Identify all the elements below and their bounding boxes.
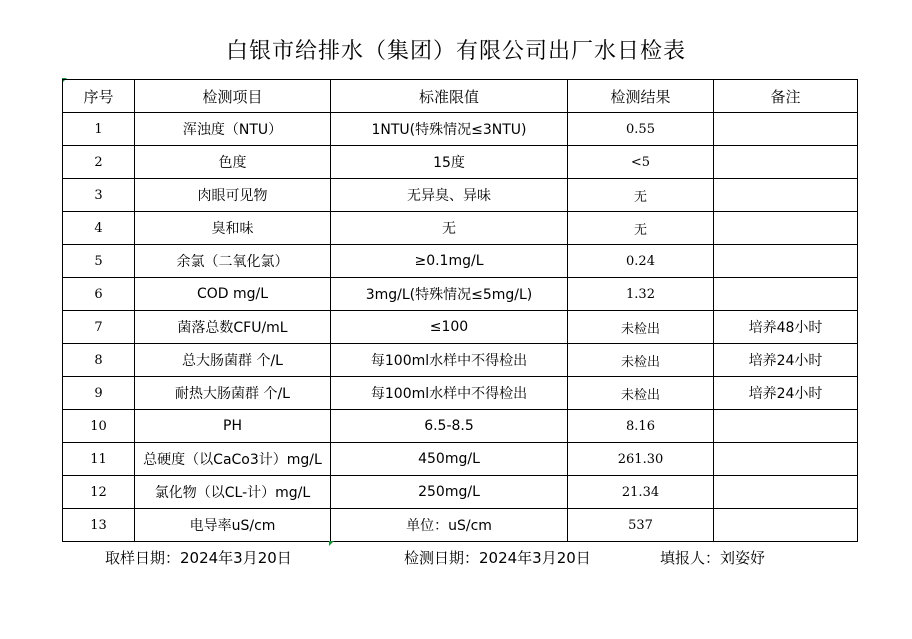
table-row	[63, 476, 858, 509]
cell-remark	[714, 212, 858, 245]
cell-remark	[714, 278, 858, 311]
table-row	[63, 443, 858, 476]
page-title: 白银市给排水（集团）有限公司出厂水日检表	[225, 39, 686, 64]
cell-serial-number: 8	[63, 344, 135, 377]
table-row	[63, 311, 858, 344]
table-row	[63, 509, 858, 542]
header-test-result: 检测结果	[568, 80, 714, 113]
cell-test-item: 肉眼可见物	[135, 179, 331, 212]
cell-test-item: 总大肠菌群 个/L	[135, 344, 331, 377]
cell-test-item: 氯化物（以CL-计）mg/L	[135, 476, 331, 509]
cell-test-result: 0.24	[568, 245, 714, 278]
table-header-row	[63, 80, 858, 113]
table-row	[63, 179, 858, 212]
cell-test-result: 未检出	[568, 311, 714, 344]
sample-date: 取样日期：2024年3月20日	[105, 549, 292, 567]
table-row	[63, 212, 858, 245]
header-test-item: 检测项目	[135, 80, 331, 113]
header-remark: 备注	[714, 80, 858, 113]
cell-test-item: COD mg/L	[135, 278, 331, 311]
cell-standard-limit: 每100ml水样中不得检出	[331, 377, 568, 410]
cell-standard-limit: ≥0.1mg/L	[331, 245, 568, 278]
cell-remark	[714, 410, 858, 443]
cell-remark	[714, 245, 858, 278]
test-date: 检测日期：2024年3月20日	[404, 549, 591, 567]
cell-serial-number: 11	[63, 443, 135, 476]
cell-serial-number: 13	[63, 509, 135, 542]
cell-test-item: 浑浊度（NTU）	[135, 113, 331, 146]
cell-remark	[714, 179, 858, 212]
table-row	[63, 245, 858, 278]
table-row	[63, 278, 858, 311]
cell-test-result: 未检出	[568, 344, 714, 377]
cell-remark	[714, 476, 858, 509]
cell-standard-limit: 3mg/L(特殊情况≤5mg/L)	[331, 278, 568, 311]
table-row	[63, 146, 858, 179]
cell-remark: 培养48小时	[714, 311, 858, 344]
cell-serial-number: 7	[63, 311, 135, 344]
cell-serial-number: 6	[63, 278, 135, 311]
cell-test-result: 8.16	[568, 410, 714, 443]
cell-serial-number: 1	[63, 113, 135, 146]
header-serial-number: 序号	[63, 80, 135, 113]
cell-remark	[714, 443, 858, 476]
cell-test-item: 色度	[135, 146, 331, 179]
cell-test-result: 261.30	[568, 443, 714, 476]
cell-test-result: 未检出	[568, 377, 714, 410]
cell-test-result: 无	[568, 212, 714, 245]
cell-test-result: 1.32	[568, 278, 714, 311]
table-row	[63, 344, 858, 377]
cell-remark: 培养24小时	[714, 344, 858, 377]
table-body	[63, 113, 858, 542]
cell-remark	[714, 113, 858, 146]
cell-test-item: 菌落总数CFU/mL	[135, 311, 331, 344]
cell-serial-number: 12	[63, 476, 135, 509]
cell-standard-limit: 6.5-8.5	[331, 410, 568, 443]
cell-standard-limit: 无	[331, 212, 568, 245]
cell-standard-limit: 450mg/L	[331, 443, 568, 476]
cell-standard-limit: 250mg/L	[331, 476, 568, 509]
cell-standard-limit: 15度	[331, 146, 568, 179]
cell-serial-number: 10	[63, 410, 135, 443]
cell-test-item: 总硬度（以CaCo3计）mg/L	[135, 443, 331, 476]
cell-test-result: 21.34	[568, 476, 714, 509]
cell-test-item: 臭和味	[135, 212, 331, 245]
header-standard-limit: 标准限值	[331, 80, 568, 113]
cell-serial-number: 4	[63, 212, 135, 245]
cell-corner-marker	[329, 541, 334, 546]
cell-test-result: 0.55	[568, 113, 714, 146]
cell-test-item: 耐热大肠菌群 个/L	[135, 377, 331, 410]
cell-serial-number: 9	[63, 377, 135, 410]
cell-test-result: 537	[568, 509, 714, 542]
cell-standard-limit: 1NTU(特殊情况≤3NTU)	[331, 113, 568, 146]
filler-name: 填报人：刘姿妤	[660, 549, 766, 567]
cell-serial-number: 5	[63, 245, 135, 278]
cell-remark	[714, 509, 858, 542]
cell-remark	[714, 146, 858, 179]
cell-standard-limit: ≤100	[331, 311, 568, 344]
table-row	[63, 410, 858, 443]
cell-serial-number: 3	[63, 179, 135, 212]
cell-standard-limit: 每100ml水样中不得检出	[331, 344, 568, 377]
cell-serial-number: 2	[63, 146, 135, 179]
cell-test-item: PH	[135, 410, 331, 443]
cell-standard-limit: 单位：uS/cm	[331, 509, 568, 542]
inspection-table	[62, 79, 858, 542]
cell-test-result: <5	[568, 146, 714, 179]
cell-test-item: 余氯（二氧化氯）	[135, 245, 331, 278]
cell-test-result: 无	[568, 179, 714, 212]
cell-remark: 培养24小时	[714, 377, 858, 410]
table-row	[63, 113, 858, 146]
cell-standard-limit: 无异臭、异味	[331, 179, 568, 212]
cell-test-item: 电导率uS/cm	[135, 509, 331, 542]
table-row	[63, 377, 858, 410]
